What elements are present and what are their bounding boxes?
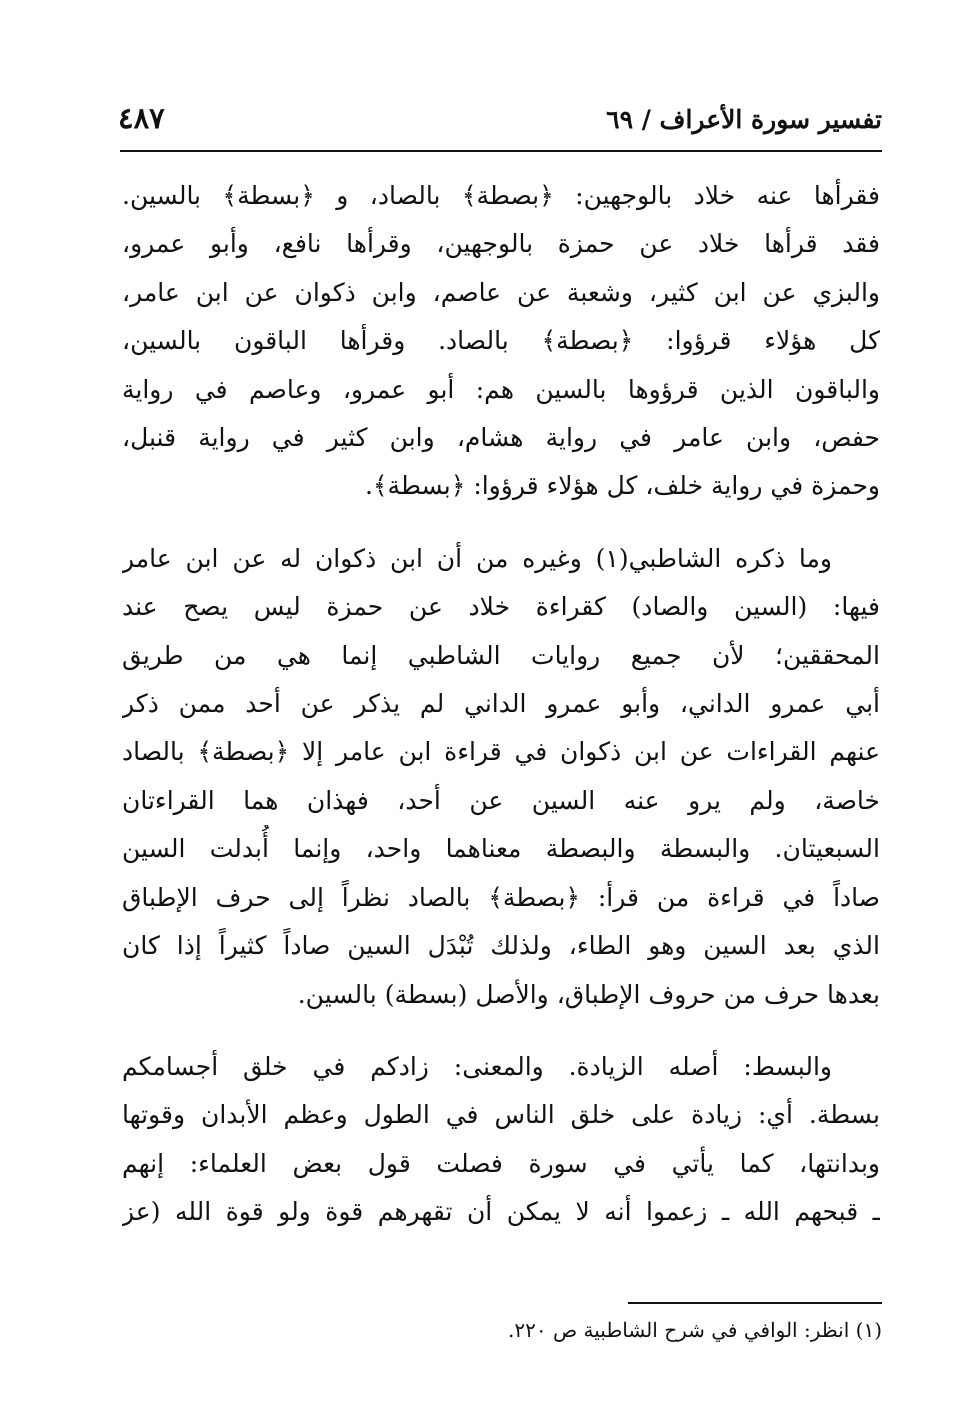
- text-line: بسطة. أي: زيادة على خلق الناس في الطول وعظم الأبدان وقوتها: [122, 1100, 880, 1130]
- text-line: والبزي عن ابن كثير، وشعبة عن عاصم، وابن ذكوان عن ابن عامر،: [122, 277, 880, 307]
- text-line: خاصة، ولم يرو عنه السين عن أحد، فهذان هما القراءتان: [122, 785, 880, 815]
- running-title: تفسير سورة الأعراف / ٦٩: [606, 105, 882, 134]
- text-line: عنهم القراءات عن ابن ذكوان في قراءة ابن عامر إلا ﴿بصطة﴾ بالصاد: [122, 737, 880, 767]
- text-line: فيها: (السين والصاد) كقراءة خلاد عن حمزة ليس يصح عند: [122, 592, 880, 622]
- text-line: فقد قرأها خلاد عن حمزة بالوجهين، وقرأها نافع، وأبو عمرو،: [122, 229, 880, 259]
- paragraph-gap: [122, 511, 880, 535]
- page-number: ٤٨٧: [118, 101, 165, 135]
- body-text: [122, 172, 880, 1237]
- text-line: فقرأها عنه خلاد بالوجهين: ﴿بصطة﴾ بالصاد، و ﴿بسطة﴾ بالسين.: [122, 181, 880, 210]
- text-line: والبسط: أصله الزيادة. والمعنى: زادكم في خلق أجسامكم: [122, 1051, 832, 1081]
- text-line: وما ذكره الشاطبي(١) وغيره من أن ابن ذكوان له عن ابن عامر: [122, 543, 832, 573]
- page-header: [118, 95, 882, 147]
- text-line: وحمزة في رواية خلف، كل هؤلاء قرؤوا: ﴿بسطة﴾.: [364, 471, 880, 501]
- text-line: صاداً في قراءة من قرأ: ﴿بصطة﴾ بالصاد نظراً إلى حرف الإطباق: [122, 882, 880, 912]
- footnote: (١) انظر: الوافي في شرح الشاطبية ص ٢٢٠.: [508, 1318, 882, 1342]
- text-line: ـ قبحهم الله ـ زعموا أنه لا يمكن أن تقهرهم قوة ولو قوة الله (عز: [122, 1197, 880, 1227]
- text-line: المحققين؛ لأن جميع روايات الشاطبي إنما هي من طريق: [122, 640, 880, 670]
- paragraph-gap: [122, 1019, 880, 1043]
- header-rule: [120, 150, 882, 152]
- text-line: وبدانتها، كما يأتي في سورة فصلت قول بعض العلماء: إنهم: [122, 1148, 880, 1178]
- text-line: أبي عمرو الداني، وأبو عمرو الداني لم يذكر عن أحد ممن ذكر: [122, 689, 880, 719]
- text-line: السبعيتان. والبسطة والبصطة معناهما واحد، وإنما أُبدلت السين: [122, 834, 880, 864]
- text-line: بعدها حرف من حروف الإطباق، والأصل (بسطة) بالسين.: [297, 979, 880, 1009]
- footnote-rule: [628, 1302, 882, 1304]
- text-line: الذي بعد السين وهو الطاء، ولذلك تُبْدَل السين صاداً كثيراً إذا كان: [122, 931, 880, 961]
- text-line: والباقون الذين قرؤوها بالسين هم: أبو عمرو، وعاصم في رواية: [122, 374, 880, 404]
- text-line: حفص، وابن عامر في رواية هشام، وابن كثير في رواية قنبل،: [122, 423, 880, 453]
- text-line: كل هؤلاء قرؤوا: ﴿بصطة﴾ بالصاد. وقرأها الباقون بالسين،: [122, 326, 880, 356]
